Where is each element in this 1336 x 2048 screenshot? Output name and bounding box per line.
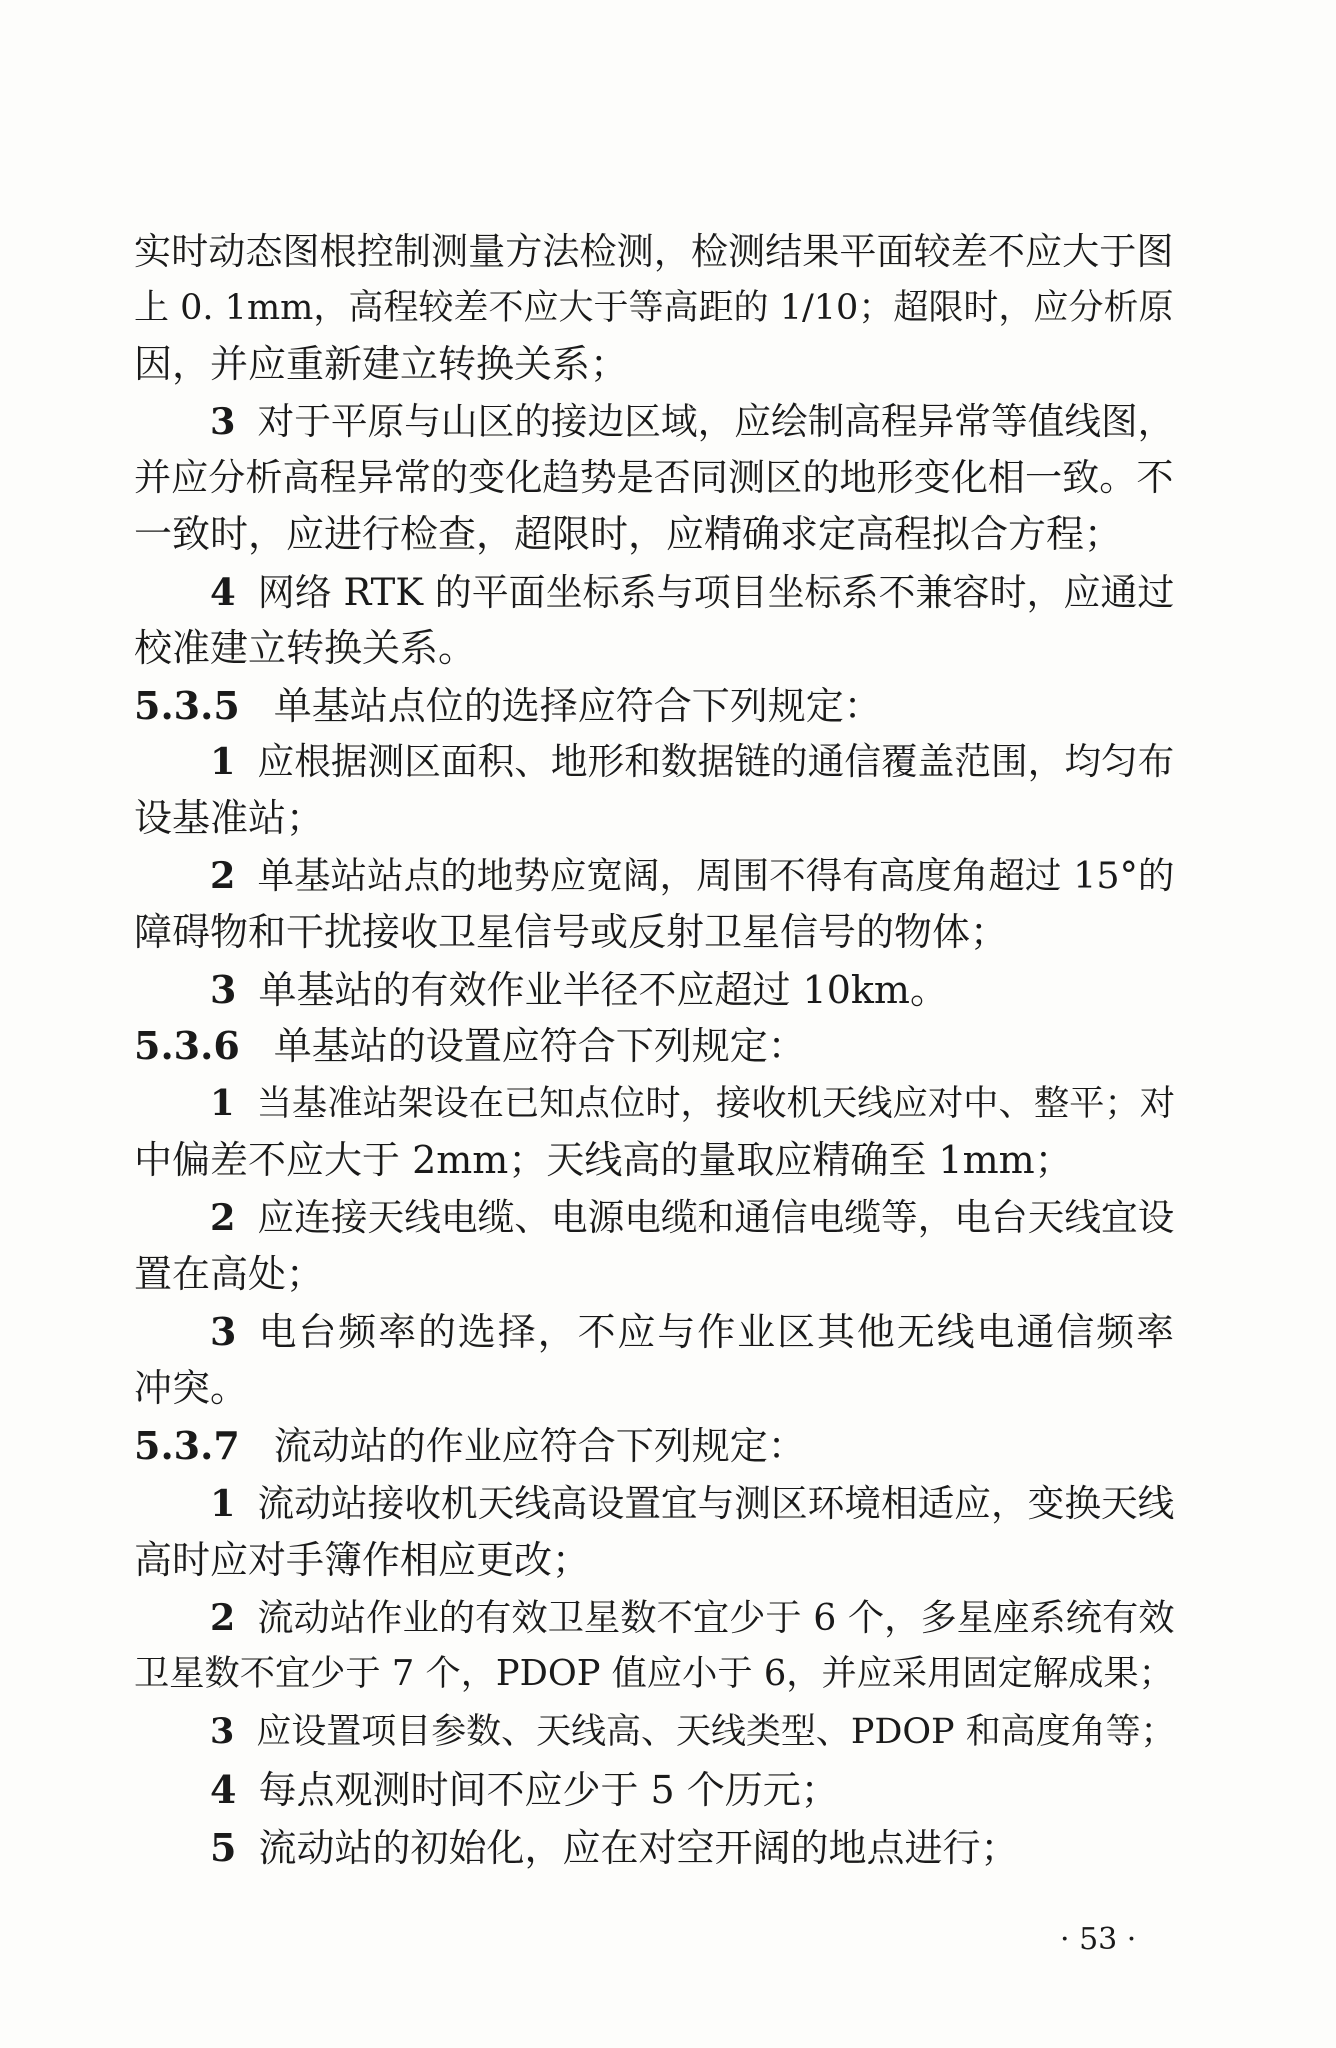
text-line: 置在高处； bbox=[134, 1252, 325, 1296]
item-number: 1 bbox=[210, 1482, 236, 1525]
text-line: 因，并应重新建立转换关系； bbox=[134, 342, 629, 386]
list-item: 2 应连接天线电缆、电源电缆和通信电缆等，电台天线宜设 bbox=[134, 1190, 1174, 1246]
text-line: 冲突。 bbox=[134, 1366, 249, 1410]
section-heading: 5.3.5 单基站点位的选择应符合下列规定： bbox=[134, 678, 1174, 734]
list-item: 3 应设置项目参数、天线高、天线类型、PDOP 和高度角等； bbox=[134, 1704, 1174, 1760]
item-number: 5 bbox=[210, 1825, 237, 1870]
list-item: 5 流动站的初始化，应在对空开阔的地点进行； bbox=[134, 1820, 1174, 1876]
text-line: 上 0. 1mm，高程较差不应大于等高距的 1/10；超限时，应分析原 bbox=[134, 287, 1174, 328]
text-line: 高时应对手簿作相应更改； bbox=[134, 1538, 591, 1582]
text-line: 卫星数不宜少于 7 个，PDOP 值应小于 6，并应采用固定解成果； bbox=[134, 1653, 1174, 1694]
item-number: 3 bbox=[210, 400, 236, 443]
item-number: 1 bbox=[210, 1083, 235, 1124]
item-number: 4 bbox=[210, 1767, 237, 1812]
text-line: 设基准站； bbox=[134, 796, 325, 840]
list-item: 1 当基准站架设在已知点位时，接收机天线应对中、整平；对 bbox=[134, 1076, 1174, 1132]
list-item: 3 单基站的有效作业半径不应超过 10km。 bbox=[134, 962, 1174, 1018]
section-number: 5.3.5 bbox=[134, 683, 240, 728]
list-item: 3 对于平原与山区的接边区域，应绘制高程异常等值线图， bbox=[134, 394, 1174, 450]
list-item: 3 电台频率的选择，不应与作业区其他无线电通信频率 bbox=[134, 1304, 1174, 1360]
list-item: 1 流动站接收机天线高设置宜与测区环境相适应，变换天线 bbox=[134, 1476, 1174, 1532]
list-item: 4 网络 RTK 的平面坐标系与项目坐标系不兼容时，应通过 bbox=[134, 564, 1174, 620]
item-number: 2 bbox=[210, 1196, 236, 1239]
section-heading: 5.3.6 单基站的设置应符合下列规定： bbox=[134, 1018, 1174, 1074]
text-line: 一致时，应进行检查，超限时，应精确求定高程拟合方程； bbox=[134, 512, 1123, 556]
item-number: 2 bbox=[210, 854, 236, 897]
text-line: 校准建立转换关系。 bbox=[134, 626, 477, 670]
list-item: 2 流动站作业的有效卫星数不宜少于 6 个，多星座系统有效 bbox=[134, 1590, 1174, 1646]
item-number: 3 bbox=[210, 1309, 237, 1354]
item-number: 3 bbox=[210, 1711, 235, 1752]
section-heading: 5.3.7 流动站的作业应符合下列规定： bbox=[134, 1418, 1174, 1474]
text-line: 中偏差不应大于 2mm；天线高的量取应精确至 1mm； bbox=[134, 1138, 1073, 1182]
item-number: 4 bbox=[210, 570, 236, 614]
list-item: 4 每点观测时间不应少于 5 个历元； bbox=[134, 1762, 1174, 1818]
item-number: 2 bbox=[210, 1596, 236, 1639]
list-item: 1 应根据测区面积、地形和数据链的通信覆盖范围，均匀布 bbox=[134, 734, 1174, 790]
text-line: 并应分析高程异常的变化趋势是否同测区的地形变化相一致。不 bbox=[134, 456, 1174, 499]
list-item: 2 单基站站点的地势应宽阔，周围不得有高度角超过 15°的 bbox=[134, 848, 1174, 904]
text-line: 障碍物和干扰接收卫星信号或反射卫星信号的物体； bbox=[134, 910, 1009, 954]
item-number: 1 bbox=[210, 740, 236, 783]
page-number: · 53 · bbox=[1060, 1922, 1137, 1957]
section-number: 5.3.7 bbox=[134, 1423, 240, 1468]
section-number: 5.3.6 bbox=[134, 1023, 240, 1068]
text-line: 实时动态图根控制测量方法检测，检测结果平面较差不应大于图 bbox=[134, 230, 1174, 273]
item-number: 3 bbox=[210, 967, 237, 1012]
